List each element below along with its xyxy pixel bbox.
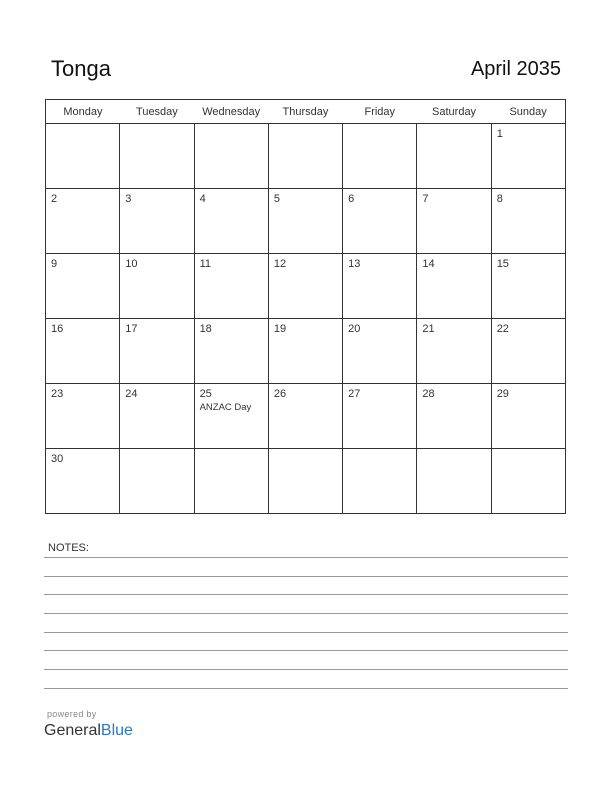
day-number: 16: [51, 323, 64, 335]
day-number: 9: [51, 258, 58, 270]
day-cell[interactable]: [491, 189, 565, 254]
day-number: 21: [422, 323, 435, 335]
day-cell[interactable]: [268, 189, 342, 254]
day-cell[interactable]: [120, 124, 194, 189]
day-cell[interactable]: [343, 189, 417, 254]
day-number: 4: [199, 193, 206, 205]
day-cell[interactable]: [343, 384, 417, 449]
weekday-header: Wednesday: [194, 100, 268, 124]
powered-by-text: powered by: [47, 709, 97, 719]
day-cell[interactable]: [120, 189, 194, 254]
day-cell[interactable]: [268, 384, 342, 449]
day-number: 23: [51, 388, 64, 400]
holiday-label: ANZAC Day: [199, 402, 252, 413]
note-line[interactable]: [44, 594, 568, 595]
day-number: 24: [125, 388, 138, 400]
day-number: 3: [125, 193, 132, 205]
weekday-header: Thursday: [268, 100, 342, 124]
day-cell[interactable]: [491, 449, 565, 514]
day-cell[interactable]: [417, 384, 491, 449]
day-number: [417, 124, 490, 128]
week-row: [46, 384, 566, 449]
day-cell[interactable]: [46, 449, 120, 514]
day-cell[interactable]: [194, 124, 268, 189]
day-cell[interactable]: [120, 449, 194, 514]
week-row: [46, 254, 566, 319]
day-cell[interactable]: [417, 319, 491, 384]
day-cell[interactable]: [417, 189, 491, 254]
day-cell[interactable]: [491, 254, 565, 319]
day-number: [120, 449, 193, 453]
week-row: [46, 449, 566, 514]
note-line[interactable]: [44, 650, 568, 651]
day-number: [492, 449, 565, 453]
day-cell[interactable]: [46, 254, 120, 319]
week-row: [46, 124, 566, 189]
day-cell[interactable]: [194, 319, 268, 384]
day-number: 18: [199, 323, 212, 335]
day-number: 5: [273, 193, 280, 205]
day-number: 30: [51, 453, 64, 465]
week-row: [46, 319, 566, 384]
day-number: 25: [199, 388, 212, 400]
day-number: 15: [496, 258, 509, 270]
day-cell[interactable]: [46, 384, 120, 449]
day-cell[interactable]: [343, 319, 417, 384]
day-cell[interactable]: [343, 124, 417, 189]
day-number: 12: [273, 258, 287, 270]
day-cell[interactable]: [120, 254, 194, 319]
day-number: [269, 124, 342, 128]
weekday-header-row: [46, 100, 566, 124]
day-number: 1: [496, 128, 503, 140]
day-cell[interactable]: [194, 384, 268, 449]
day-cell[interactable]: [343, 254, 417, 319]
day-number: 22: [496, 323, 509, 335]
day-cell[interactable]: [417, 449, 491, 514]
day-cell[interactable]: [268, 319, 342, 384]
note-line[interactable]: [44, 688, 568, 689]
day-number: 8: [496, 193, 503, 205]
day-cell[interactable]: [491, 384, 565, 449]
day-cell[interactable]: [120, 384, 194, 449]
day-cell[interactable]: [343, 449, 417, 514]
day-cell[interactable]: [46, 189, 120, 254]
day-cell[interactable]: [268, 124, 342, 189]
weekday-header: Friday: [343, 100, 417, 124]
weekday-header: Monday: [46, 100, 120, 124]
day-cell[interactable]: [194, 189, 268, 254]
day-number: 6: [348, 193, 355, 205]
day-number: 28: [422, 388, 435, 400]
day-number: [195, 449, 268, 453]
day-cell[interactable]: [268, 449, 342, 514]
day-number: [195, 124, 268, 128]
day-number: 19: [273, 323, 287, 335]
day-number: 13: [348, 258, 361, 270]
weekday-header: Sunday: [491, 100, 565, 124]
day-number: [343, 124, 416, 128]
note-line[interactable]: [44, 632, 568, 633]
day-number: [343, 449, 416, 453]
day-number: 17: [125, 323, 138, 335]
day-cell[interactable]: [491, 124, 565, 189]
note-line[interactable]: [44, 613, 568, 614]
day-cell[interactable]: [417, 254, 491, 319]
day-cell[interactable]: [120, 319, 194, 384]
weekday-header: Saturday: [417, 100, 491, 124]
day-number: 14: [422, 258, 435, 270]
day-number: 11: [199, 258, 211, 270]
day-cell[interactable]: [46, 319, 120, 384]
day-number: 27: [348, 388, 361, 400]
day-number: 20: [348, 323, 361, 335]
day-number: [417, 449, 490, 453]
day-number: 2: [51, 193, 58, 205]
day-cell[interactable]: [194, 254, 268, 319]
note-line[interactable]: [44, 557, 568, 558]
day-cell[interactable]: [417, 124, 491, 189]
day-number: 26: [273, 388, 287, 400]
note-line[interactable]: [44, 576, 568, 577]
generalblue-logo[interactable]: [44, 721, 133, 741]
brand-blue: Blue: [100, 722, 133, 739]
country-title: Tonga: [51, 56, 111, 81]
week-row: [46, 189, 566, 254]
day-number: [46, 124, 119, 128]
day-cell[interactable]: [491, 319, 565, 384]
calendar-grid: [45, 99, 566, 514]
month-year-title: April 2035: [470, 58, 561, 80]
day-number: 7: [422, 193, 429, 205]
day-cell[interactable]: [194, 449, 268, 514]
day-number: [269, 449, 342, 453]
day-number: [120, 124, 193, 128]
notes-label: NOTES:: [48, 542, 89, 554]
day-number: 10: [125, 258, 138, 270]
brand-general: General: [44, 722, 101, 739]
note-line[interactable]: [44, 669, 568, 670]
day-cell[interactable]: [46, 124, 120, 189]
day-number: 29: [496, 388, 509, 400]
weekday-header: Tuesday: [120, 100, 194, 124]
day-cell[interactable]: [268, 254, 342, 319]
